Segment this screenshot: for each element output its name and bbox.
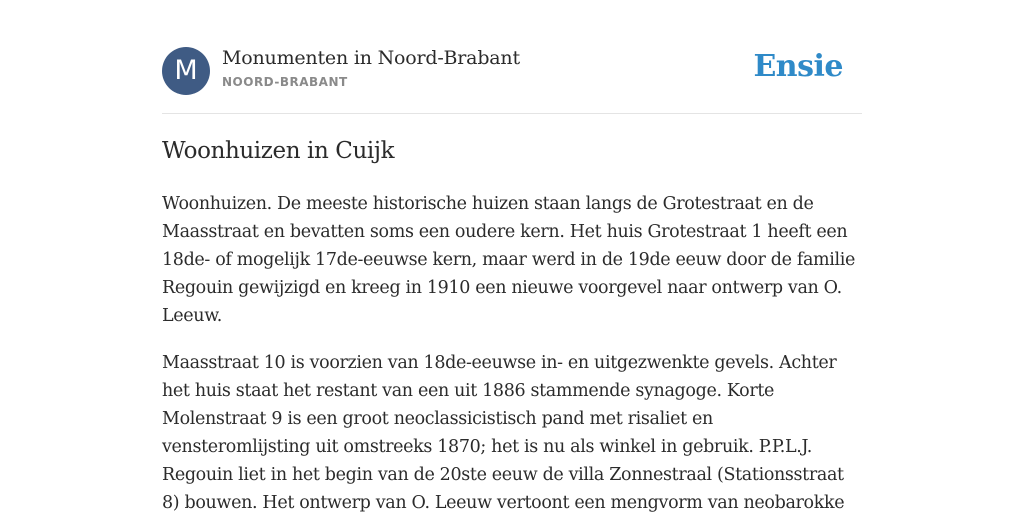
site-subtitle: NOORD-BRABANT xyxy=(222,75,348,89)
article-title: Woonhuizen in Cuijk xyxy=(162,138,395,164)
article-paragraph-1: Woonhuizen. De meeste historische huizen staan langs de Grotestraat en de Maasstraat en bevatten soms een oudere kern. Het huis Grotestraat 1 heeft een 18de- of mogelijk 17de-eeuwse kern, maar werd in de 19de eeuw door de familie Regouin gewijzigd en kreeg in 1910 een nieuwe voorgevel naar ontwerp van O. Leeuw. xyxy=(162,194,856,326)
article-body xyxy=(162,190,862,512)
article-paragraph-2: Maasstraat 10 is voorzien van 18de-eeuwse in- en uitgezwenkte gevels. Achter het huis staat het restant van een uit 1886 stammende synagoge. Korte Molenstraat 9 is een groot neoclassicistisch pand met risaliet en vensteromlijsting uit omstreeks 1870; het is nu als winkel in gebruik. P.P.L.J. Regouin liet in het begin van de 20ste eeuw de villa Zonnestraal (Stationsstraat 8) bouwen. Het ontwerp van O. Leeuw vertoont een mengvorm van neobarokke xyxy=(162,353,845,512)
avatar[interactable]: M xyxy=(162,47,210,95)
header-divider xyxy=(162,113,862,114)
site-title-link[interactable]: Monumenten in Noord-Brabant xyxy=(222,47,520,69)
site-header xyxy=(162,46,862,96)
ensie-logo[interactable]: Ensie xyxy=(753,49,843,84)
